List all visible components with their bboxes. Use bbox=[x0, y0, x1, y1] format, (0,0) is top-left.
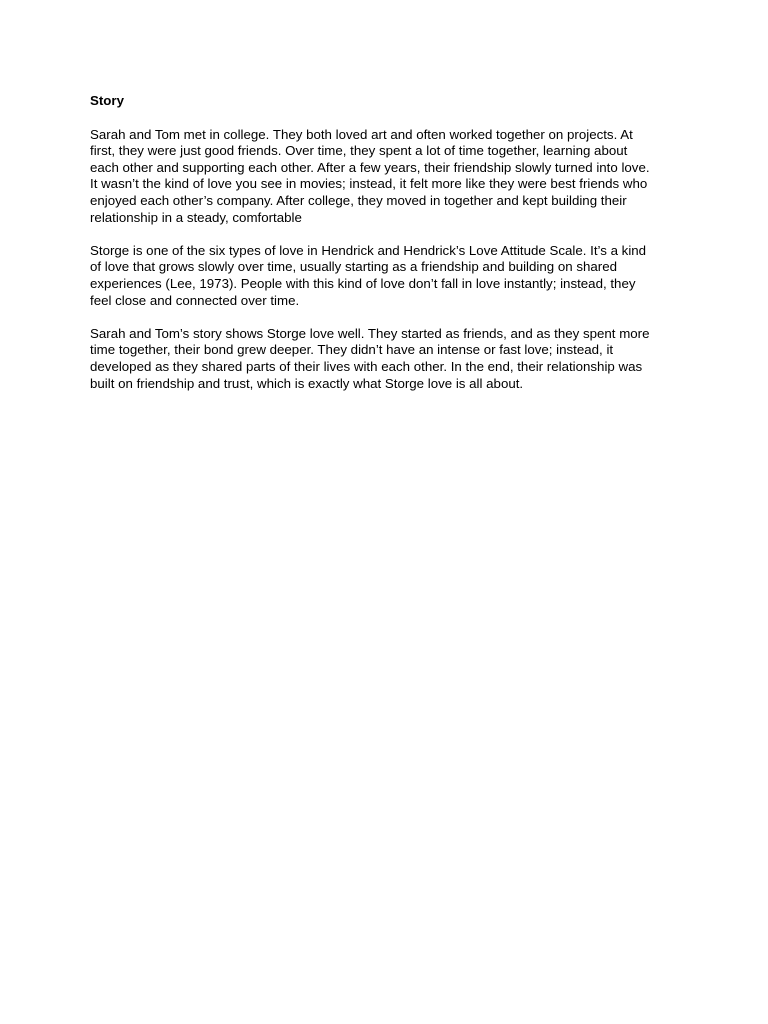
paragraph-2 bbox=[90, 243, 690, 309]
paragraph-line: It wasn’t the kind of love you see in movies; instead, it felt more like they were best friends who bbox=[90, 176, 648, 192]
paragraph-line: experiences (Lee, 1973). People with this kind of love don’t fall in love instantly; instead, they bbox=[90, 275, 636, 291]
paragraph-line: time together, their bond grew deeper. They didn’t have an intense or fast love; instead, it bbox=[90, 342, 614, 358]
paragraph-1 bbox=[90, 127, 690, 227]
document-title: Story bbox=[90, 93, 124, 108]
paragraph-line: built on friendship and trust, which is exactly what Storge love is all about. bbox=[90, 375, 524, 391]
paragraph-line: feel close and connected over time. bbox=[90, 292, 300, 308]
paragraph-line: each other and supporting each other. After a few years, their friendship slowly turned into love. bbox=[90, 159, 650, 175]
paragraph-3 bbox=[90, 326, 690, 392]
paragraph-line: Storge is one of the six types of love in Hendrick and Hendrick’s Love Attitude Scale. It’s a kind bbox=[90, 242, 647, 258]
paragraph-line: Sarah and Tom met in college. They both loved art and often worked together on projects. At bbox=[90, 126, 633, 142]
paragraph-line: enjoyed each other’s company. After college, they moved in together and kept building their bbox=[90, 192, 627, 208]
document-body bbox=[90, 93, 690, 409]
paragraph-line: developed as they shared parts of their lives with each other. In the end, their relationship was bbox=[90, 358, 643, 374]
paragraph-line: Sarah and Tom’s story shows Storge love well. They started as friends, and as they spent more bbox=[90, 325, 650, 341]
paragraph-line: first, they were just good friends. Over time, they spent a lot of time together, learning about bbox=[90, 143, 628, 159]
paragraph-line: of love that grows slowly over time, usually starting as a friendship and building on shared bbox=[90, 259, 617, 275]
paragraph-line: relationship in a steady, comfortable bbox=[90, 209, 302, 225]
